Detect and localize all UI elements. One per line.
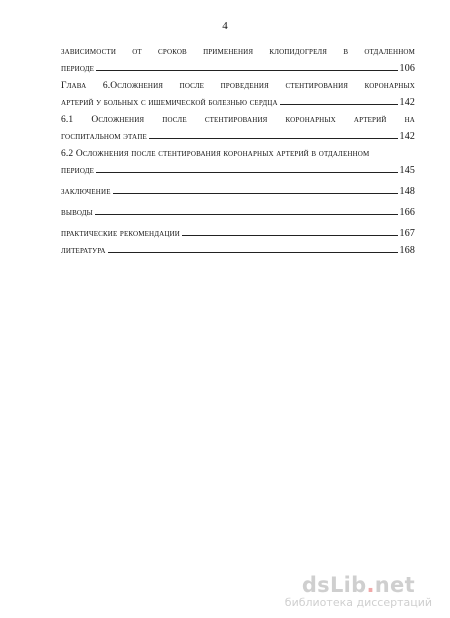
toc-word: стентирования	[204, 115, 268, 125]
toc-entry-4-line-1	[61, 142, 415, 159]
toc-leader	[113, 193, 398, 194]
toc-entry-7	[61, 222, 415, 239]
toc-entry-text: 6.2 Осложнения после стентирования коронарных артерий в отдаленном	[61, 149, 370, 159]
table-of-contents	[61, 40, 415, 256]
toc-entry-text: периоде	[61, 64, 95, 74]
toc-word: клопидогреля	[269, 47, 328, 57]
toc-entry-text: выводы	[61, 208, 93, 218]
toc-leader	[280, 104, 398, 105]
toc-word: от	[132, 47, 142, 57]
toc-leader	[96, 70, 397, 71]
watermark-logo-tld: net	[374, 573, 415, 597]
toc-entry-text: артерий у больных с ишемической болезнью сердца	[61, 98, 278, 108]
toc-entry-text: периоде	[61, 166, 95, 176]
toc-leader	[108, 252, 398, 253]
toc-page-number: 166	[399, 207, 415, 218]
toc-leader	[95, 214, 398, 215]
toc-page-number: 148	[399, 186, 415, 197]
toc-leader	[149, 138, 398, 139]
toc-word: 6.1	[61, 115, 74, 125]
watermark-logo-dot: .	[366, 573, 375, 597]
toc-word: стентирования	[285, 81, 349, 91]
toc-entry-3-line-2	[61, 125, 415, 142]
toc-entry-4-line-2	[61, 159, 415, 176]
toc-word: на	[404, 115, 415, 125]
toc-page-number: 145	[399, 165, 415, 176]
toc-entry-2-line-2	[61, 91, 415, 108]
toc-entry-8	[61, 239, 415, 256]
toc-page-number: 168	[399, 245, 415, 256]
page-number: 4	[222, 20, 228, 32]
toc-word: коронарных	[285, 115, 336, 125]
toc-word: артерий	[353, 115, 387, 125]
toc-entry-2-line-1	[61, 74, 415, 91]
toc-page-number: 142	[399, 131, 415, 142]
watermark-logo	[285, 574, 432, 596]
toc-entry-3-line-1	[61, 108, 415, 125]
toc-entry-text: госпитальном этапе	[61, 132, 147, 142]
toc-word: коронарных	[364, 81, 415, 91]
watermark-logo-main: dsLib	[301, 573, 367, 597]
watermark	[285, 574, 432, 610]
toc-leader	[182, 235, 398, 236]
toc-entry-5	[61, 180, 415, 197]
toc-word: сроков	[158, 47, 187, 57]
toc-word: 6.Осложнения	[102, 81, 164, 91]
toc-word: в	[343, 47, 349, 57]
toc-leader	[96, 172, 397, 173]
watermark-subtitle: библиотека диссертаций	[284, 596, 432, 609]
toc-entry-6	[61, 201, 415, 218]
toc-page-number: 167	[399, 228, 415, 239]
toc-word: проведения	[220, 81, 269, 91]
toc-word: Глава	[61, 81, 87, 91]
toc-word: зависимости	[61, 47, 117, 57]
toc-word: отдаленном	[364, 47, 415, 57]
toc-word: после	[162, 115, 187, 125]
toc-entry-text: практические рекомендации	[61, 229, 180, 239]
toc-word: после	[179, 81, 205, 91]
toc-page-number: 142	[399, 97, 415, 108]
toc-word: Осложнения	[91, 115, 145, 125]
toc-word: применения	[203, 47, 254, 57]
toc-page-number: 106	[399, 63, 415, 74]
toc-entry-text: заключение	[61, 187, 111, 197]
toc-entry-1-line-1	[61, 40, 415, 57]
toc-entry-text: литература	[61, 246, 106, 256]
toc-entry-1-line-2	[61, 57, 415, 74]
